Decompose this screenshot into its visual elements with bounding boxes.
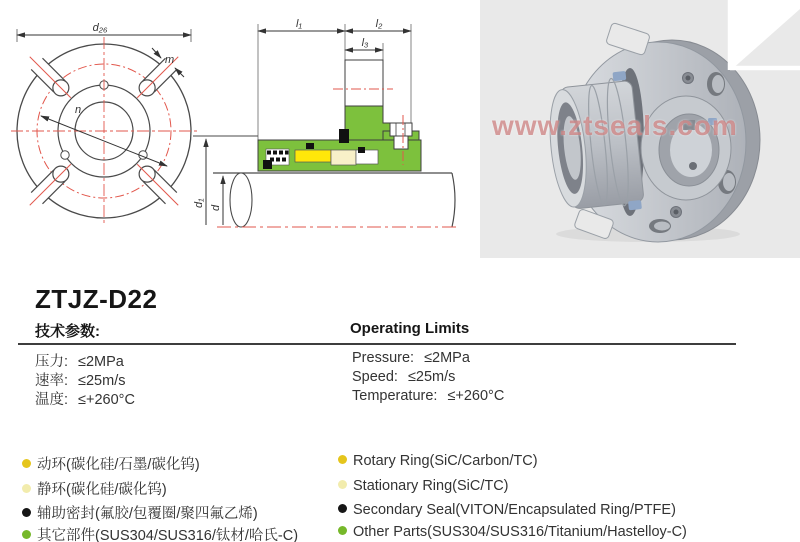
spec-row-temperature-cn — [35, 388, 135, 409]
product-photo — [480, 0, 800, 258]
length-l1-label: l₁ — [296, 18, 302, 30]
material-item-other-parts-en — [338, 524, 687, 540]
spec-row-pressure-en — [352, 350, 470, 366]
spec-value: ≤+260°C — [447, 388, 505, 404]
spec-header-cn: 技术参数: — [35, 323, 100, 340]
spec-label: Speed: — [352, 369, 398, 385]
material-item-stationary-ring-cn — [22, 478, 167, 499]
spec-row-speed-cn — [35, 369, 125, 390]
spec-value: ≤25m/s — [407, 369, 456, 385]
diameter-d-label: d — [210, 204, 222, 211]
length-l3-label: l₃ — [361, 37, 369, 49]
front-view-drawing — [5, 10, 215, 240]
bullet-icon — [338, 455, 347, 464]
spec-value: ≤2MPa — [78, 354, 124, 370]
material-item-secondary-seal-en — [338, 502, 676, 518]
material-text: Other Parts(SUS304/SUS316/Titanium/Hastelloy-C) — [353, 524, 687, 540]
spec-row-temperature-en — [352, 388, 504, 404]
watermark-text: www.ztseals.com — [492, 110, 738, 141]
material-item-rotary-ring-cn — [22, 453, 200, 474]
bolt-circle-label: n — [75, 104, 82, 116]
corner-fold-graphic — [720, 0, 800, 76]
spec-value: ≤25m/s — [78, 373, 126, 389]
material-text: 辅助密封(氟胶/包覆圈/聚四氟乙烯) — [37, 506, 258, 522]
material-item-rotary-ring-en — [338, 453, 538, 469]
spec-label: 温度: — [35, 392, 69, 408]
spec-row-speed-en — [352, 369, 455, 385]
section-view-drawing — [193, 3, 478, 253]
spec-label: 压力: — [35, 354, 69, 370]
spec-value: ≤2MPa — [424, 350, 470, 366]
material-text: 动环(碳化硅/石墨/碳化钨) — [37, 457, 200, 473]
divider-rule — [18, 343, 736, 345]
material-text: Rotary Ring(SiC/Carbon/TC) — [353, 453, 538, 469]
slot-width-label: m — [165, 54, 175, 66]
material-item-secondary-seal-cn — [22, 502, 258, 523]
spec-header-en: Operating Limits — [350, 320, 470, 337]
material-text: Stationary Ring(SiC/TC) — [353, 478, 509, 494]
product-model-title: ZTJZ-D22 — [35, 284, 158, 314]
bullet-icon — [22, 530, 31, 539]
material-item-stationary-ring-en — [338, 478, 509, 494]
spec-label: Pressure: — [352, 350, 415, 366]
spec-label: 速率: — [35, 373, 69, 389]
bullet-icon — [22, 508, 31, 517]
seal-cross-section — [258, 60, 421, 171]
material-text: Secondary Seal(VITON/Encapsulated Ring/PTFE) — [353, 502, 676, 518]
bullet-icon — [338, 526, 347, 535]
bullet-icon — [338, 504, 347, 513]
diameter-d1-label: d₁ — [193, 198, 205, 208]
material-text: 静环(碳化硅/碳化钨) — [37, 482, 167, 498]
spec-value: ≤+260°C — [78, 392, 135, 408]
material-item-other-parts-cn — [22, 524, 298, 542]
spec-row-pressure-cn — [35, 350, 124, 371]
spec-label: Temperature: — [352, 388, 438, 404]
bullet-icon — [22, 484, 31, 493]
length-l2-label: l₂ — [375, 18, 383, 30]
bullet-icon — [338, 480, 347, 489]
bullet-icon — [22, 459, 31, 468]
material-text: 其它部件(SUS304/SUS316/钛材/哈氏-C) — [37, 528, 299, 542]
outer-diameter-label: d₂₆ — [92, 22, 108, 34]
